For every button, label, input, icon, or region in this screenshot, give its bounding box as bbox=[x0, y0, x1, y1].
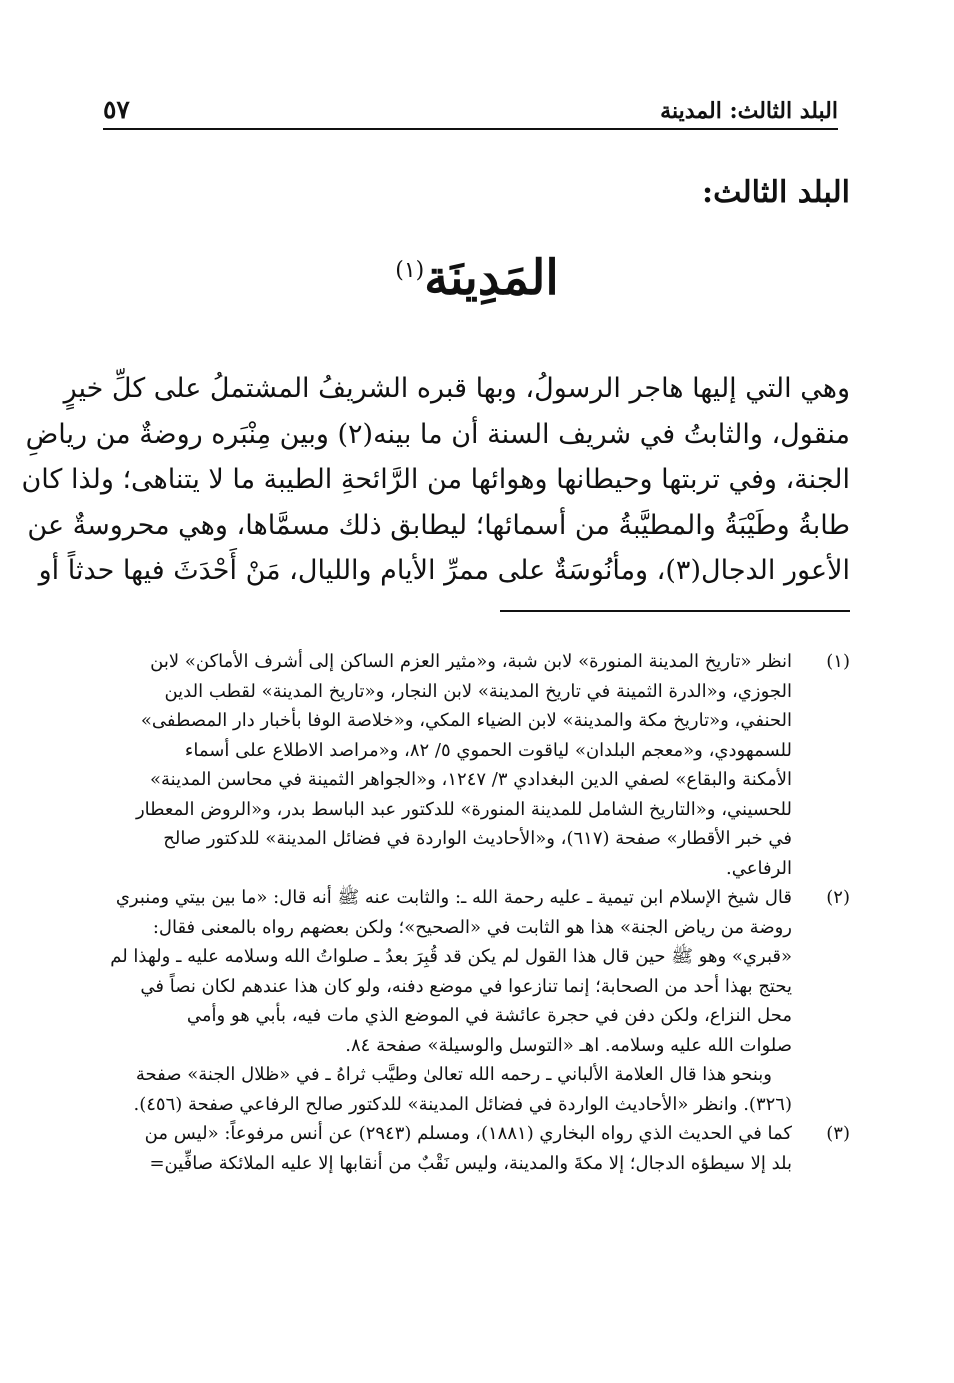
chapter-title-note: (١) bbox=[395, 258, 425, 283]
body-line: الجنة، وفي تربتها وحيطانها وهوائها من الرَّائحةِ الطيبة ما لا يتناهى؛ ولذا كان bbox=[21, 464, 850, 495]
footnote-separator bbox=[500, 610, 850, 612]
footnote-line: وبنحو هذا قال العلامة الألباني ـ رحمه الله تعالىٰ وطيَّب ثراهُ ـ في «ظلال الجنة» صفحة bbox=[135, 1064, 772, 1085]
footnote-number: (٣) bbox=[826, 1123, 850, 1144]
footnote-line: انظر «تاريخ المدينة المنورة» لابن شبة، و«مثير العزم الساكن إلى أشرف الأماكن» لابن bbox=[150, 651, 792, 672]
body-line: وهي التي إليها هاجر الرسولُ، وبها قبره الشريفُ المشتملُ على كلِّ خيرٍ bbox=[63, 373, 850, 404]
chapter-title bbox=[0, 250, 954, 306]
footnote-line: الجوزي، و«الدرة الثمينة في تاريخ المدينة» لابن النجار، و«تاريخ المدينة» لقطب الدين bbox=[164, 680, 792, 702]
body-line: منقول، والثابتُ في شريف السنة أن ما بينه(٢) وبين مِنْبَره روضةٌ من رياضِ bbox=[25, 418, 850, 450]
footnote-line: الأمكنة والبقاع» لصفي الدين البغدادي ٣/ ١٢٤٧، و«الجواهر الثمينة في محاسن المدينة» bbox=[149, 769, 792, 790]
footnote-line: (٣٢٦). وانظر «الأحاديث الواردة في فضائل المدينة» للدكتور صالح الرفاعي صفحة (٤٥٦). bbox=[133, 1093, 792, 1115]
footnote-line: كما في الحديث الذي رواه البخاري (١٨٨١)، ومسلم (٢٩٤٣) عن أنس مرفوعاً: «ليس من bbox=[144, 1123, 792, 1144]
section-label: البلد الثالث: bbox=[702, 175, 850, 210]
footnote-line: محل النزاع، ولكن دفن في حجرة عائشة في الموضع الذي مات فيه، بأبي هو وأمي bbox=[186, 1005, 792, 1026]
running-title: البلد الثالث: المدينة bbox=[660, 98, 838, 124]
footnote-3 bbox=[105, 1119, 850, 1178]
footnote-number: (١) bbox=[826, 651, 850, 672]
running-header bbox=[103, 84, 838, 130]
footnote-2 bbox=[105, 883, 850, 1060]
body-line: الأعور الدجال(٣)، ومأنُوسَةٌ على ممرِّ الأيام والليال، مَنْ أَحْدَثَ فيها حدثاً أو bbox=[38, 555, 850, 586]
footnote-line: للحسيني، و«التاريخ الشامل للمدينة المنورة» للدكتور عبد الباسط بدر، و«الروض المعطار bbox=[135, 798, 792, 820]
chapter-title-text: المَدِينَة bbox=[424, 250, 559, 306]
footnote-line: الحنفي، و«تاريخ مكة والمدينة» لابن الضياء المكي، و«خلاصة الوفا بأخبار دار المصطفى» bbox=[140, 710, 792, 731]
footnote-line: روضة من رياض الجنة» هذا هو الثابت في «الصحيح»؛ ولكن بعضهم رواه بالمعنى فقال: bbox=[152, 916, 792, 938]
footnote-line: «قبري» وهو ﷺ حين قال هذا القول لم يكن قد قُبِرَ بعدُ ـ صلواتُ الله وسلامه عليه ـ ولهذا لم bbox=[110, 946, 792, 967]
footnote-line: بلد إلا سيطؤه الدجال؛ إلا مكةَ والمدينة، وليس نَقْبٌ من أنقابها إلا عليه الملائكة صافِّين= bbox=[149, 1152, 792, 1174]
footnote-line: للسمهودي، و«معجم البلدان» لياقوت الحموي ٥/ ٨٢، و«مراصد الاطلاع على أسماء bbox=[184, 739, 792, 761]
footnote-line: قال شيخ الإسلام ابن تيمية ـ عليه رحمة الله ـ: والثابت عنه ﷺ أنه قال: «ما بين بيتي ومنبري bbox=[115, 887, 792, 908]
page-number: ٥٧ bbox=[103, 95, 130, 124]
footnote-number: (٢) bbox=[826, 887, 850, 908]
footnote-line: في خبر الأقطار» صفحة (٦١٧)، و«الأحاديث الواردة في فضائل المدينة» للدكتور صالح bbox=[163, 828, 792, 849]
footnote-line: يحتج بهذا أحد من الصحابة؛ إنما تنازعوا في موضع دفنه، ولو كان هذا عندهم لكان نصاً في bbox=[140, 975, 792, 997]
footnote-2-continuation bbox=[105, 1060, 850, 1119]
footnote-line: الرفاعي. bbox=[726, 857, 792, 879]
body-text bbox=[21, 366, 850, 594]
footnote-line: صلوات الله عليه وسلامه. اهـ «التوسل والوسيلة» صفحة ٨٤. bbox=[345, 1034, 792, 1056]
body-line: طابةُ وطَيْبَةُ والمطيَّبةُ من أسمائها؛ ليطابق ذلك مسمَّاها، وهي محروسةٌ عن bbox=[27, 509, 850, 541]
footnotes bbox=[105, 647, 850, 1178]
footnote-1 bbox=[105, 647, 850, 883]
